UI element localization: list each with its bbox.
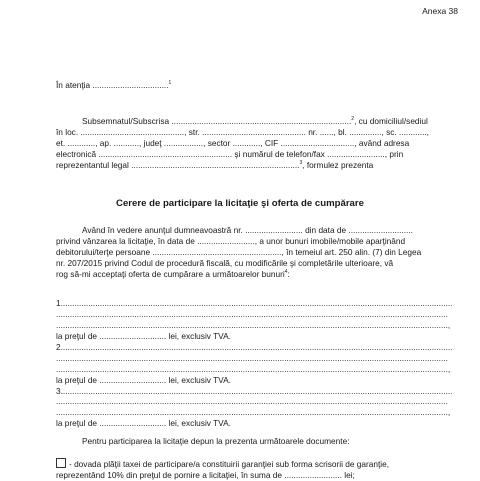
request-line-4: nr. 207/2015 privind Codul de procedură fiscală, cu modificările şi completările ulterioare, vă bbox=[56, 257, 394, 268]
document-title: Cerere de participare la licitaţie şi oferta de cumpărare bbox=[116, 198, 364, 209]
declarant-line-5: reprezentantul legal .........................................................................$^3$, formulez prezenta bbox=[56, 159, 374, 170]
item-1-line-2: .......................................................................................................................................................................... bbox=[56, 308, 448, 319]
request-line-5: rog să-mi acceptaţi oferta de cumpărare a următoarelor bunuri$^4$: bbox=[56, 268, 290, 279]
document-1 bbox=[56, 458, 454, 481]
item-1-line-3: .........................................................................................................................................................................., bbox=[56, 319, 451, 330]
request-line-1: Având în vedere anunţul dumneavoastră nr. ......................... din data de ............................ bbox=[82, 225, 413, 235]
declarant-line-2: în loc. ............................................., str. ............................................. nr. ......, bl. .............., sc. ............, bbox=[56, 126, 429, 137]
annex-label: Anexa 38 bbox=[422, 6, 458, 16]
item-2-price: la preţul de ............................. lei, exclusiv TVA. bbox=[56, 374, 231, 385]
attention-line: În atenţia .................................$^1$ bbox=[56, 80, 172, 90]
item-3-line-1: 3.......................................................................................................................................................................... bbox=[56, 385, 453, 396]
declarant-line-1: Subsemnatul/Subscrisa ..............................................................................$^2$, cu domiciliul/sediul bbox=[82, 116, 428, 126]
declarant-line-4: electronică .......................................................... şi numărul de telefon/fax ........................., prin bbox=[56, 148, 404, 159]
item-1-line-1: 1.......................................................................................................................................................................... bbox=[56, 298, 453, 308]
document-1-line-2: reprezentând 10% din preţul de pornire a licitaţiei, în suma de ......................... lei; bbox=[56, 469, 355, 480]
request-paragraph bbox=[56, 225, 454, 280]
documents-intro: Pentru participarea la licitaţie depun la prezenta următoarele documente: bbox=[82, 436, 350, 446]
item-3-price: la preţul de ............................. lei, exclusiv TVA. bbox=[56, 418, 231, 429]
item-3-line-3: .........................................................................................................................................................................., bbox=[56, 407, 451, 418]
document-1-checkbox[interactable] bbox=[56, 458, 66, 468]
items-list bbox=[56, 298, 454, 429]
request-line-2: privind vânzarea la licitaţie, în data de ........................., a unor bunuri imobile/mobile aparţinând bbox=[56, 235, 406, 246]
item-2-line-2: .......................................................................................................................................................................... bbox=[56, 352, 448, 363]
item-2-line-1: 2.......................................................................................................................................................................... bbox=[56, 341, 453, 352]
declarant-paragraph bbox=[56, 116, 454, 171]
item-1-price: la preţul de ............................. lei, exclusiv TVA. bbox=[56, 330, 231, 341]
request-line-3: debitorului/terţe persoane ........................................................, în temeiul art. 250 alin. (7) din Legea bbox=[56, 246, 422, 257]
item-3-line-2: .......................................................................................................................................................................... bbox=[56, 396, 448, 407]
item-2-line-3: .........................................................................................................................................................................., bbox=[56, 363, 451, 374]
declarant-line-3: et. ............, ap. ..........., judeţ ................., sector ............, CIF ................................, având adresa bbox=[56, 137, 410, 148]
document-1-line-1: - dovada plăţii taxei de participare/a constituirii garanţiei sub forma scrisorii de garanţie, bbox=[56, 458, 454, 470]
